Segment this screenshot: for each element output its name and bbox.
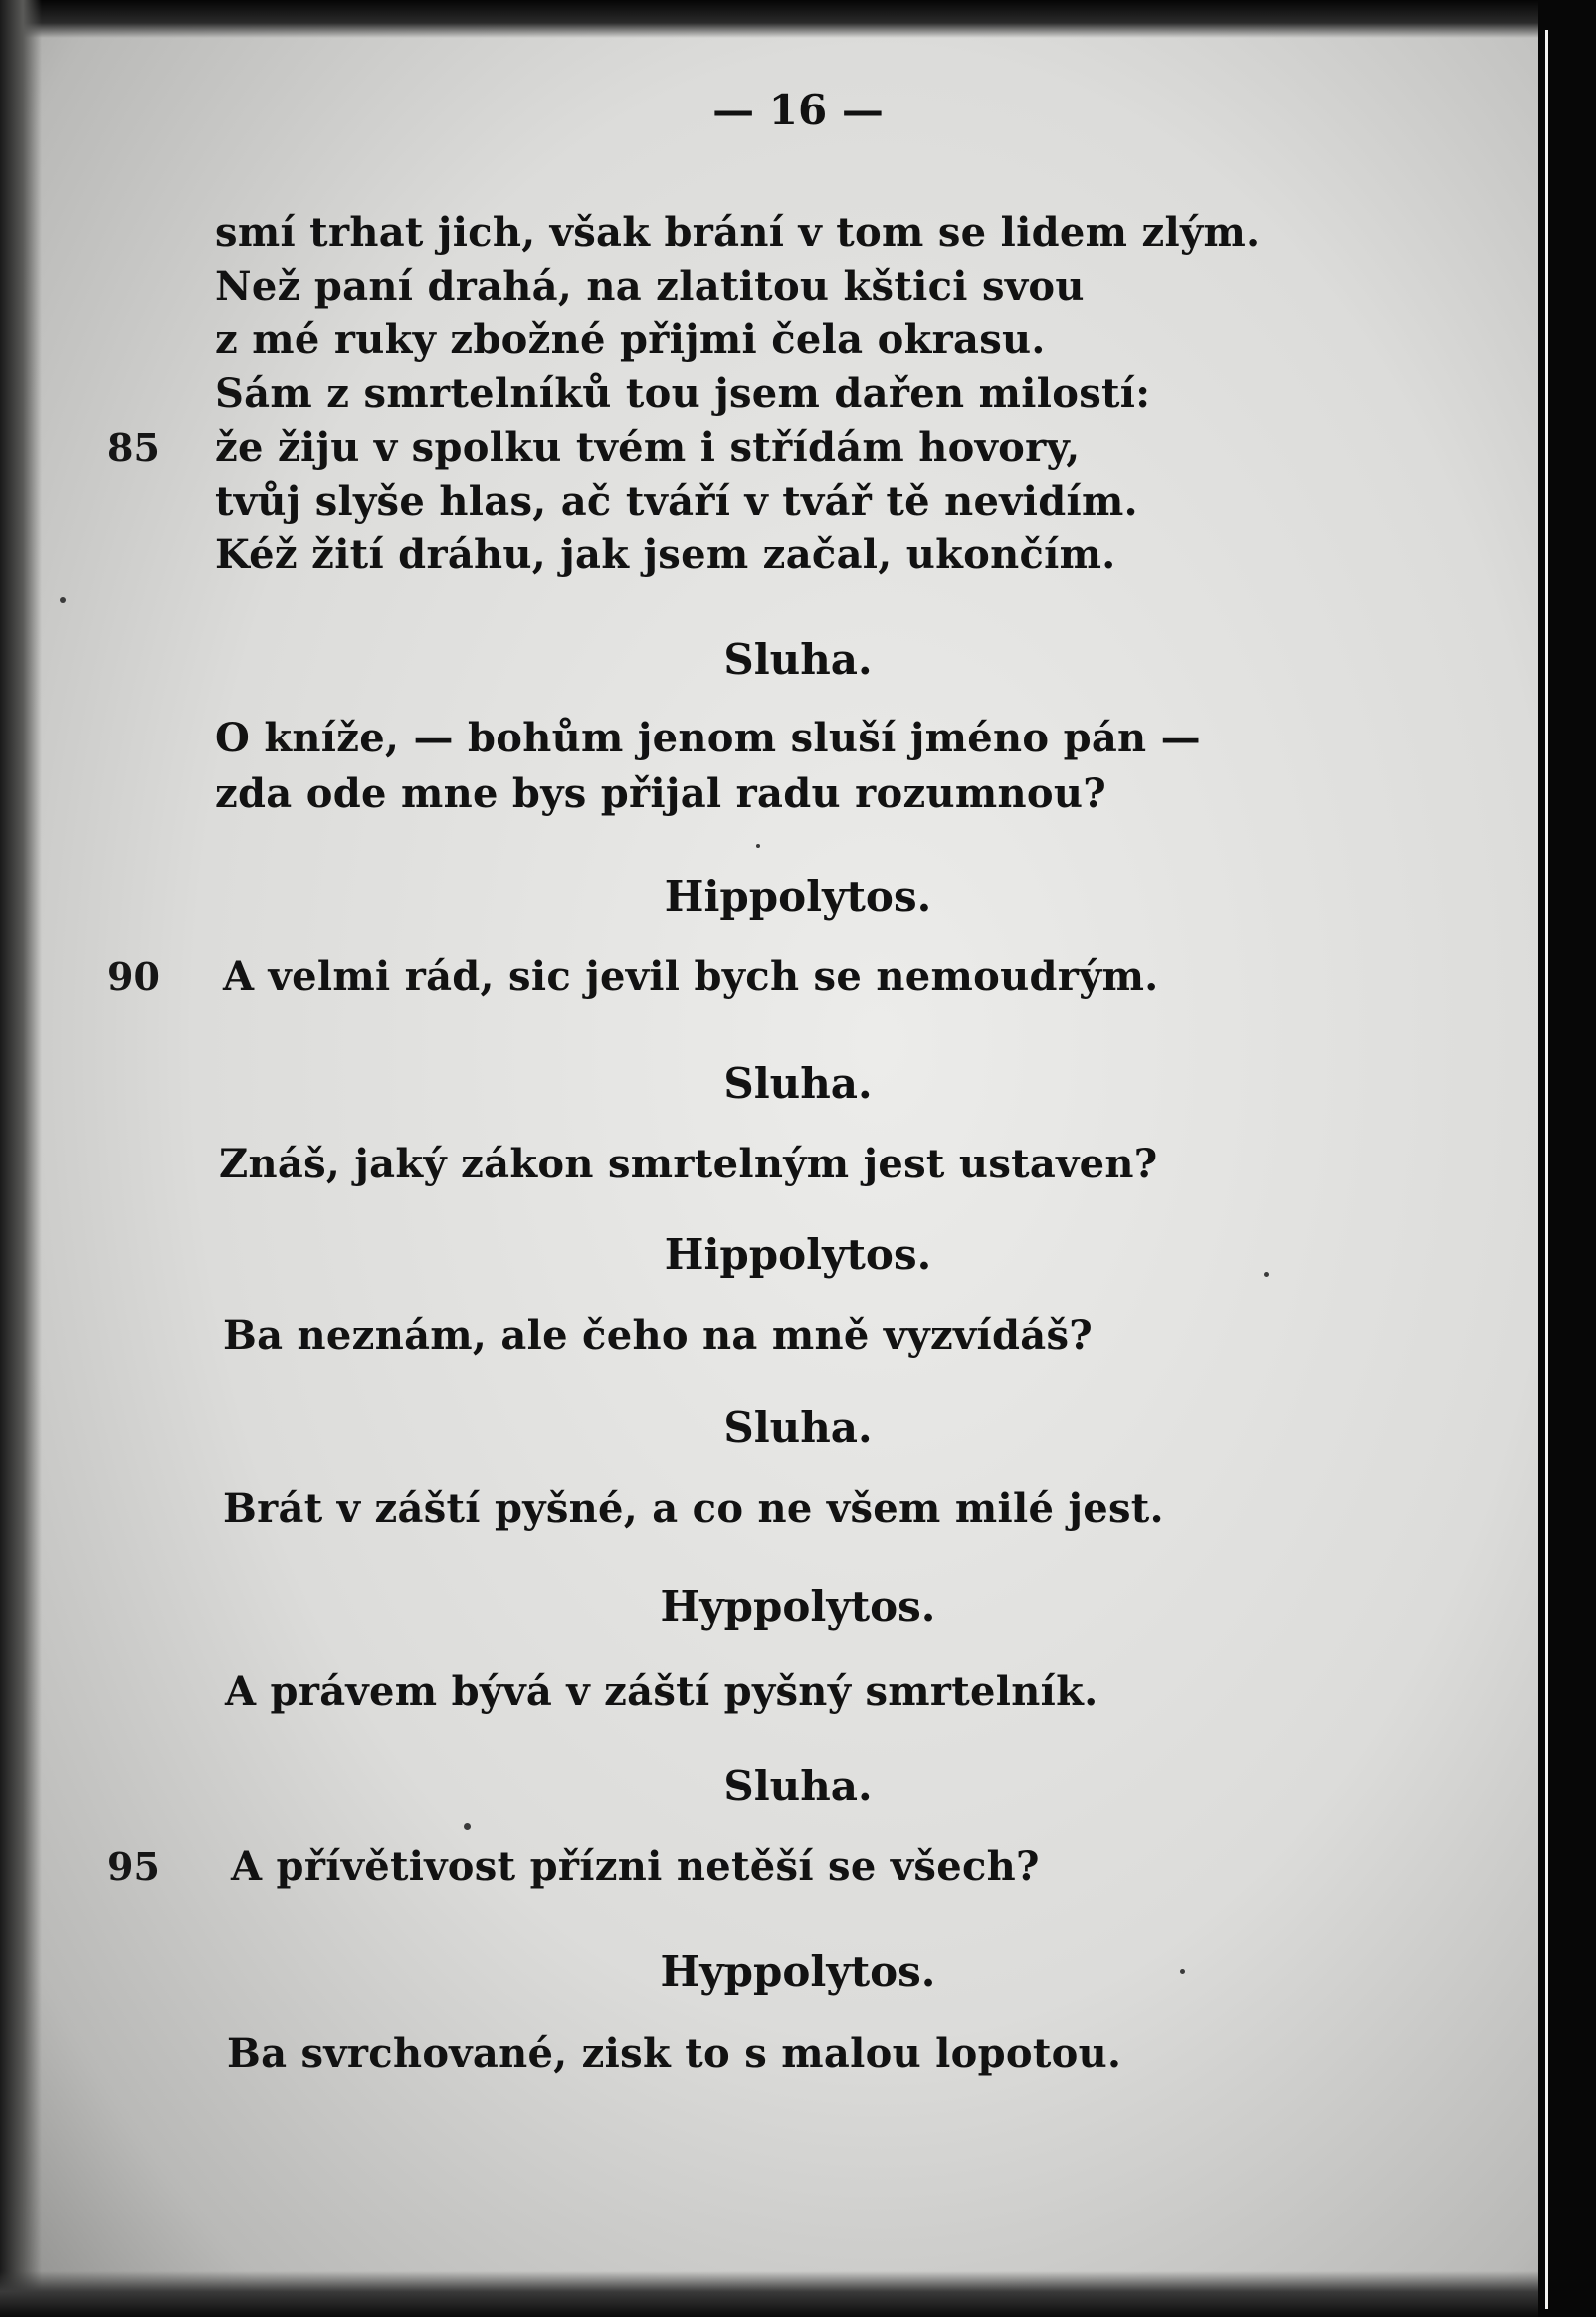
verse-line: Brát v záští pyšné, a co ne všem milé jest. <box>223 1485 1164 1532</box>
scan-border-bottom <box>0 2271 1596 2317</box>
verse-line: Kéž žití dráhu, jak jsem začal, ukončím. <box>215 531 1116 578</box>
scan-speck <box>60 597 66 603</box>
speaker-name: Hyppolytos. <box>660 1947 936 1996</box>
verse-line: smí trhat jich, však brání v tom se lidem zlým. <box>215 209 1261 256</box>
verse-line: tvůj slyše hlas, ač tváří v tvář tě nevidím. <box>215 478 1138 525</box>
speaker-name: Hyppolytos. <box>660 1582 936 1631</box>
verse-line: Ba svrchované, zisk to s malou lopotou. <box>227 2030 1122 2077</box>
scan-speck <box>464 1823 471 1830</box>
verse-line: Znáš, jaký zákon smrtelným jest ustaven? <box>219 1141 1158 1187</box>
verse-line: z mé ruky zbožné přijmi čela okrasu. <box>215 316 1046 363</box>
verse-line: A velmi rád, sic jevil bych se nemoudrým. <box>223 953 1159 1000</box>
page-number: — 16 — <box>712 86 884 134</box>
verse-line: A právem bývá v záští pyšný smrtelník. <box>225 1668 1098 1715</box>
verse-line: Než paní drahá, na zlatitou kštici svou <box>215 263 1085 310</box>
speaker-name: Sluha. <box>723 635 873 684</box>
speaker-name: Sluha. <box>723 1059 873 1108</box>
verse-line: O kníže, — bohům jenom sluší jméno pán — <box>215 715 1201 761</box>
line-number: 85 <box>107 425 160 470</box>
verse-line: že žiju v spolku tvém i střídám hovory, <box>215 424 1081 471</box>
scan-speck <box>756 844 760 848</box>
speaker-name: Sluha. <box>723 1403 873 1452</box>
scan-border-top <box>0 0 1596 38</box>
speaker-name: Hippolytos. <box>664 1230 932 1279</box>
verse-line: A přívětivost přízni netěší se všech? <box>231 1843 1040 1890</box>
verse-line: Ba neznám, ale čeho na mně vyzvídáš? <box>223 1312 1094 1359</box>
speaker-name: Hippolytos. <box>664 872 932 921</box>
line-number: 90 <box>107 954 160 999</box>
speaker-name: Sluha. <box>723 1762 873 1810</box>
verse-line: zda ode mne bys přijal radu rozumnou? <box>215 770 1106 817</box>
line-number: 95 <box>107 1844 160 1889</box>
verse-line: Sám z smrtelníků tou jsem dařen milostí: <box>215 370 1151 417</box>
